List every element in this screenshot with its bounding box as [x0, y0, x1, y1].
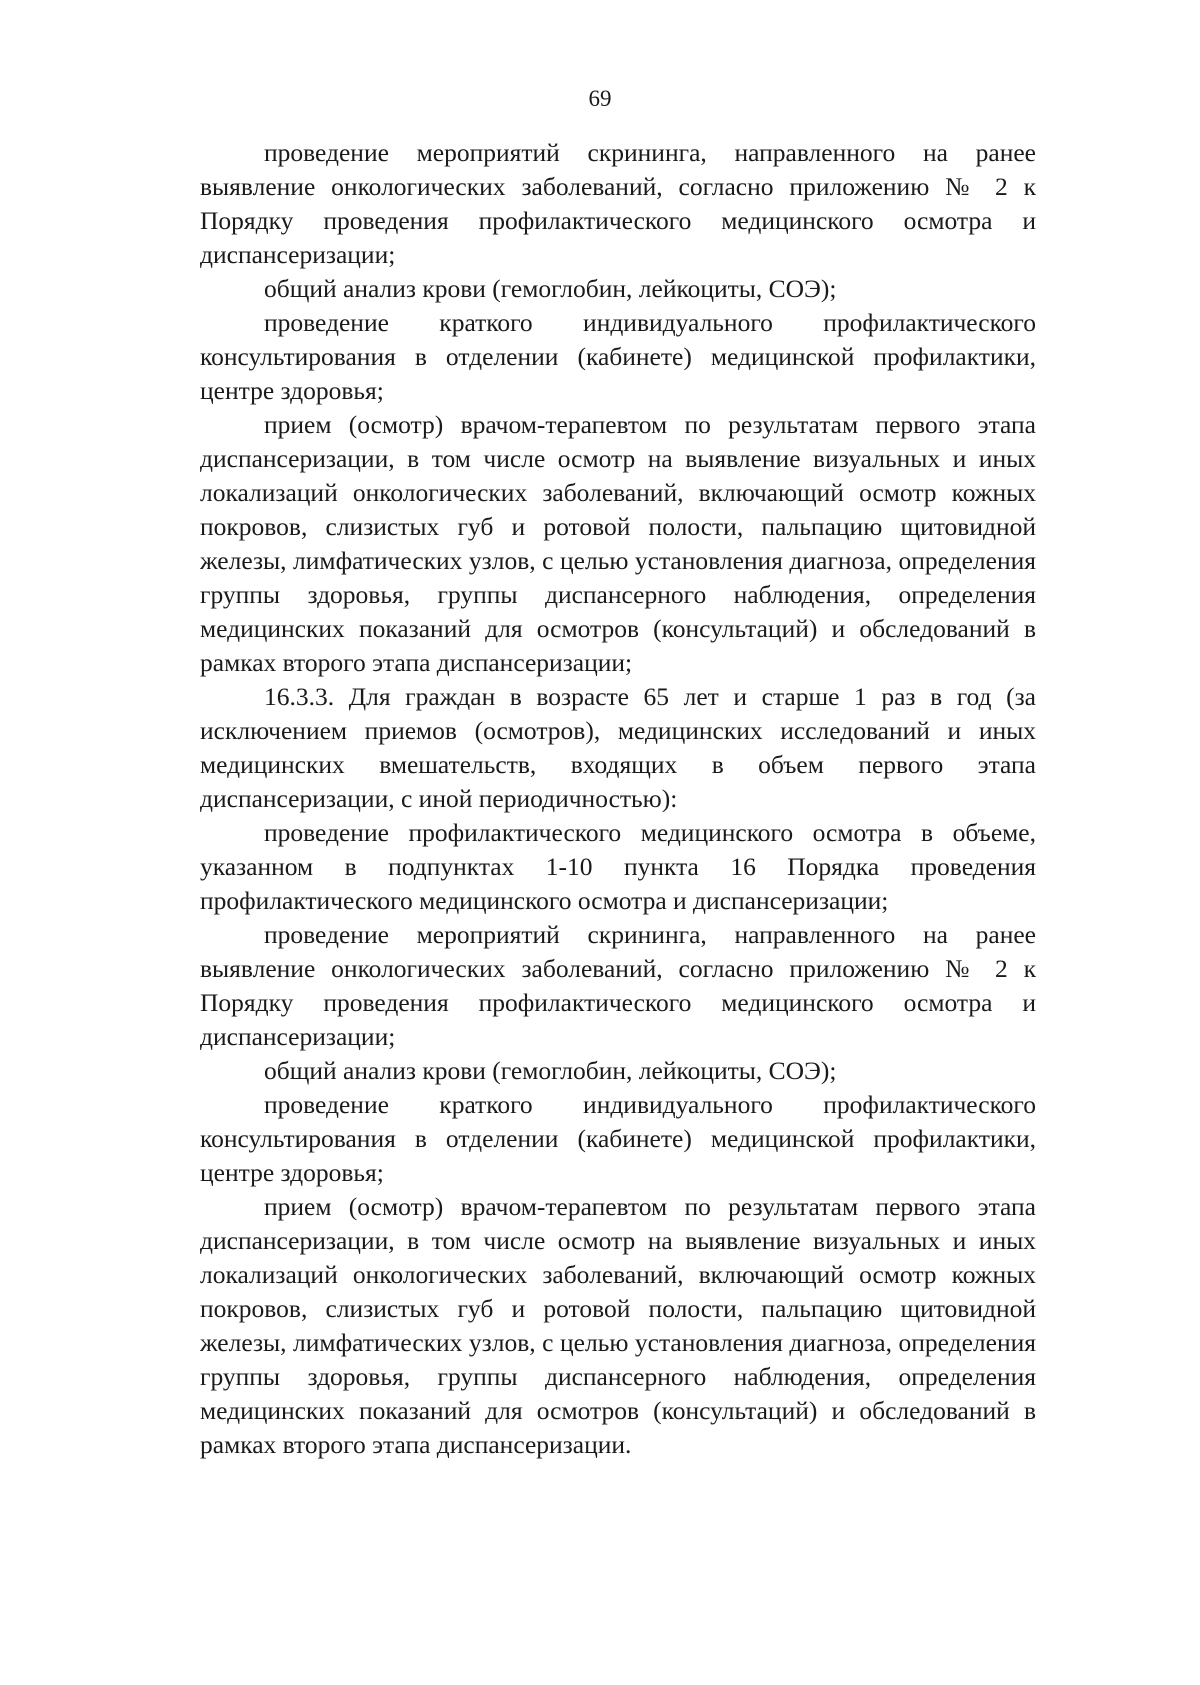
paragraph-therapist-exam-2: прием (осмотр) врачом-терапевтом по результатам первого этапа диспансеризации, в том числе осмотр на выявление визуальных и иных локализаций онкологических заболеваний, включающий осмотр кожных покровов, слизистых губ и ротовой полости, пальпацию щитовидной железы, лимфатических узлов, с целью установления диагноза, определения группы здоровья, группы диспансерного наблюдения, определения медицинских показаний для осмотров (консультаций) и обследований в рамках второго этапа диспансеризации. [200, 1192, 1036, 1459]
paragraph-screening: проведение мероприятий скрининга, направленного на ранее выявление онкологических заболеваний, согласно приложению № 2 к Порядку проведения профилактического медицинского осмотра и диспансеризации; [200, 138, 1036, 269]
paragraph-therapist-exam: прием (осмотр) врачом-терапевтом по результатам первого этапа диспансеризации, в том числе осмотр на выявление визуальных и иных локализаций онкологических заболеваний, включающий осмотр кожных покровов, слизистых губ и ротовой полости, пальпацию щитовидной железы, лимфатических узлов, с целью установления диагноза, определения группы здоровья, группы диспансерного наблюдения, определения медицинских показаний для осмотров (консультаций) и обследований в рамках второго этапа диспансеризации; [200, 410, 1036, 677]
paragraph-consultation: проведение краткого индивидуального профилактического консультирования в отделении (кабинете) медицинской профилактики, центре здоровья; [200, 308, 1036, 405]
paragraph-consultation-2: проведение краткого индивидуального профилактического консультирования в отделении (кабинете) медицинской профилактики, центре здоровья; [200, 1090, 1036, 1187]
page-number: 69 [588, 86, 612, 111]
paragraph-screening-2: проведение мероприятий скрининга, направленного на ранее выявление онкологических заболеваний, согласно приложению № 2 к Порядку проведения профилактического медицинского осмотра и диспансеризации; [200, 920, 1036, 1051]
paragraph-blood-test-2: общий анализ крови (гемоглобин, лейкоциты, СОЭ); [264, 1056, 837, 1085]
paragraph-preventive-exam: проведение профилактического медицинского осмотра в объеме, указанном в подпунктах 1-10 пункта 16 Порядка проведения профилактического медицинского осмотра и диспансеризации; [200, 818, 1036, 915]
paragraph-blood-test: общий анализ крови (гемоглобин, лейкоциты, СОЭ); [264, 274, 837, 303]
document-body [200, 136, 1036, 1462]
paragraph-section-16-3-3: 16.3.3. Для граждан в возрасте 65 лет и старше 1 раз в год (за исключением приемов (осмотров), медицинских исследований и иных медицинских вмешательств, входящих в объем первого этапа диспансеризации, с иной периодичностью): [200, 682, 1036, 813]
